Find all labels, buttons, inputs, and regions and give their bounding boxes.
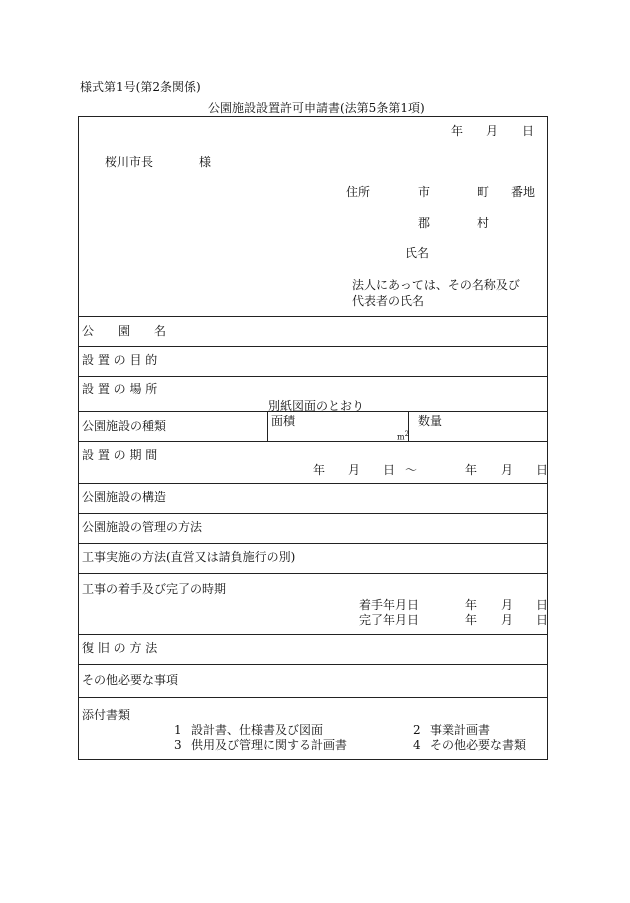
label-attachments: 添付書類 <box>82 708 131 722</box>
end-date-label: 完了年月日 <box>359 613 420 627</box>
address-gun: 郡 <box>418 216 431 230</box>
start-year: 年 <box>465 598 478 612</box>
label-management: 公園施設の管理の方法 <box>82 520 203 534</box>
label-structure: 公園施設の構造 <box>82 490 167 504</box>
attachment-1-text: 設計書、仕様書及び図面 <box>191 723 324 737</box>
address-city: 市 <box>418 185 431 199</box>
end-month: 月 <box>501 613 514 627</box>
row-divider <box>78 543 548 544</box>
label-facility-type: 公園施設の種類 <box>82 419 167 433</box>
period-day-2: 日 <box>536 463 549 477</box>
row-divider <box>78 376 548 377</box>
corp-note-line1: 法人にあっては、その名称及び <box>352 278 520 292</box>
attachment-2-text: 事業計画書 <box>430 723 491 737</box>
row-divider <box>78 573 548 574</box>
date-year: 年 <box>451 124 464 138</box>
label-restoration: 復 旧 の 方 法 <box>82 641 158 655</box>
label-construction-method: 工事実施の方法(直営又は請負施行の別) <box>82 550 296 564</box>
attachment-1-num: 1 <box>174 723 182 737</box>
end-day: 日 <box>536 613 549 627</box>
addressee-name: 桜川市長 <box>105 155 154 169</box>
location-value: 別紙図面のとおり <box>268 399 365 413</box>
row-divider <box>78 664 548 665</box>
cell-divider <box>267 411 268 441</box>
row-divider <box>78 441 548 442</box>
address-town: 町 <box>477 185 490 199</box>
label-period: 設 置 の 期 間 <box>82 448 158 462</box>
row-divider <box>78 697 548 698</box>
area-unit: m2 <box>397 430 410 442</box>
row-divider <box>78 316 548 317</box>
date-day: 日 <box>522 124 535 138</box>
row-divider <box>78 634 548 635</box>
attachment-3-num: 3 <box>174 738 182 752</box>
label-other: その他必要な事項 <box>82 673 179 687</box>
start-month: 月 <box>501 598 514 612</box>
row-divider <box>78 483 548 484</box>
name-label: 氏名 <box>405 246 430 260</box>
period-day-1: 日 <box>383 463 396 477</box>
label-construction-period: 工事の着手及び完了の時期 <box>82 582 227 596</box>
address-village: 村 <box>477 216 490 230</box>
attachment-2-num: 2 <box>413 723 421 737</box>
quantity-label: 数量 <box>418 414 443 428</box>
form-number: 様式第1号(第2条関係) <box>80 80 201 94</box>
label-park-name: 公 園 名 <box>82 324 167 338</box>
address-label: 住所 <box>346 185 371 199</box>
period-month-1: 月 <box>348 463 361 477</box>
end-year: 年 <box>465 613 478 627</box>
period-month-2: 月 <box>501 463 514 477</box>
period-year-2: 年 <box>465 463 478 477</box>
label-purpose: 設 置 の 目 的 <box>82 353 158 367</box>
attachment-4-num: 4 <box>413 738 421 752</box>
row-divider <box>78 346 548 347</box>
attachment-3-text: 供用及び管理に関する計画書 <box>191 738 348 752</box>
attachment-4-text: その他必要な書類 <box>430 738 527 752</box>
start-date-label: 着手年月日 <box>359 598 420 612</box>
row-divider <box>78 513 548 514</box>
period-year-1: 年 <box>313 463 326 477</box>
addressee-honorific: 様 <box>199 155 212 169</box>
start-day: 日 <box>536 598 549 612</box>
address-banchi: 番地 <box>511 185 536 199</box>
corp-note-line2: 代表者の氏名 <box>352 294 425 308</box>
area-label: 面積 <box>271 414 296 428</box>
label-location: 設 置 の 場 所 <box>82 382 158 396</box>
form-title: 公園施設設置許可申請書(法第5条第1項) <box>208 101 425 115</box>
date-month: 月 <box>486 124 499 138</box>
period-tilde: ～ <box>405 463 418 477</box>
